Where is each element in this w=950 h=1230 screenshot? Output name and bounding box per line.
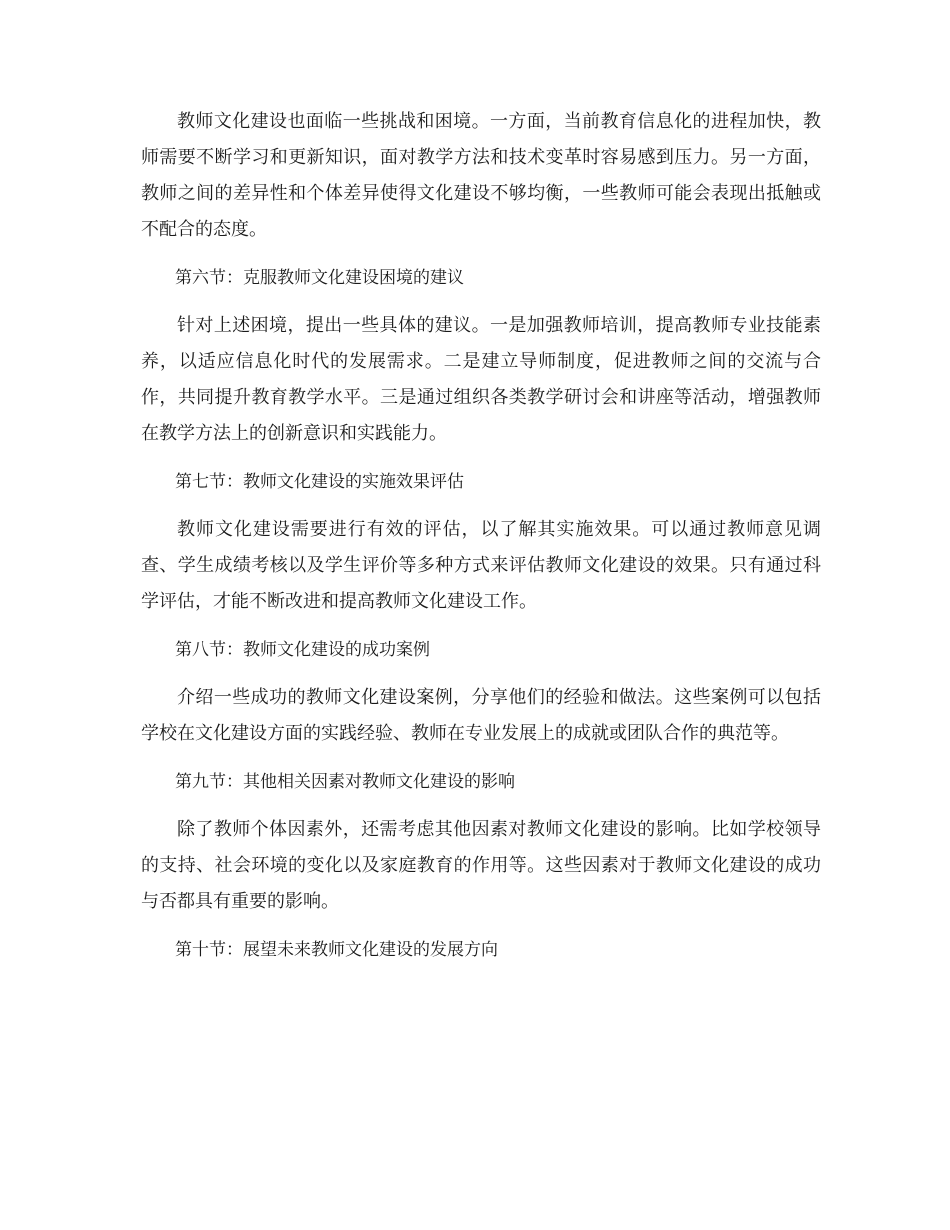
section-heading-6: 第六节：克服教师文化建设困境的建议: [175, 268, 464, 288]
paragraph-challenges: 教师文化建设也面临一些挑战和困境。一方面，当前教育信息化的进程加快，教师需要不断学习和更新知识，面对教学方法和技术变革时容易感到压力。另一方面，教师之间的差异性和个体差异使得文化建设不够均衡，一些教师可能会表现出抵触或不配合的态度。: [141, 111, 821, 240]
section-heading-8: 第八节：教师文化建设的成功案例: [175, 640, 430, 660]
paragraph-cases: 介绍一些成功的教师文化建设案例，分享他们的经验和做法。这些案例可以包括学校在文化建设方面的实践经验、教师在专业发展上的成就或团队合作的典范等。: [141, 687, 821, 744]
section-heading-7: 第七节：教师文化建设的实施效果评估: [175, 472, 464, 492]
paragraph-suggestions: 针对上述困境，提出一些具体的建议。一是加强教师培训，提高教师专业技能素养，以适应信息化时代的发展需求。二是建立导师制度，促进教师之间的交流与合作，共同提升教育教学水平。三是通过组织各类教学研讨会和讲座等活动，增强教师在教学方法上的创新意识和实践能力。: [141, 315, 821, 444]
document-body: [141, 104, 821, 980]
paragraph-factors: 除了教师个体因素外，还需考虑其他因素对教师文化建设的影响。比如学校领导的支持、社会环境的变化以及家庭教育的作用等。这些因素对于教师文化建设的成功与否都具有重要的影响。: [141, 819, 821, 912]
paragraph-evaluation: 教师文化建设需要进行有效的评估，以了解其实施效果。可以通过教师意见调查、学生成绩考核以及学生评价等多种方式来评估教师文化建设的效果。只有通过科学评估，才能不断改进和提高教师文化建设工作。: [141, 519, 821, 612]
section-heading-10: 第十节：展望未来教师文化建设的发展方向: [175, 940, 498, 960]
section-heading-9: 第九节：其他相关因素对教师文化建设的影响: [175, 772, 515, 792]
